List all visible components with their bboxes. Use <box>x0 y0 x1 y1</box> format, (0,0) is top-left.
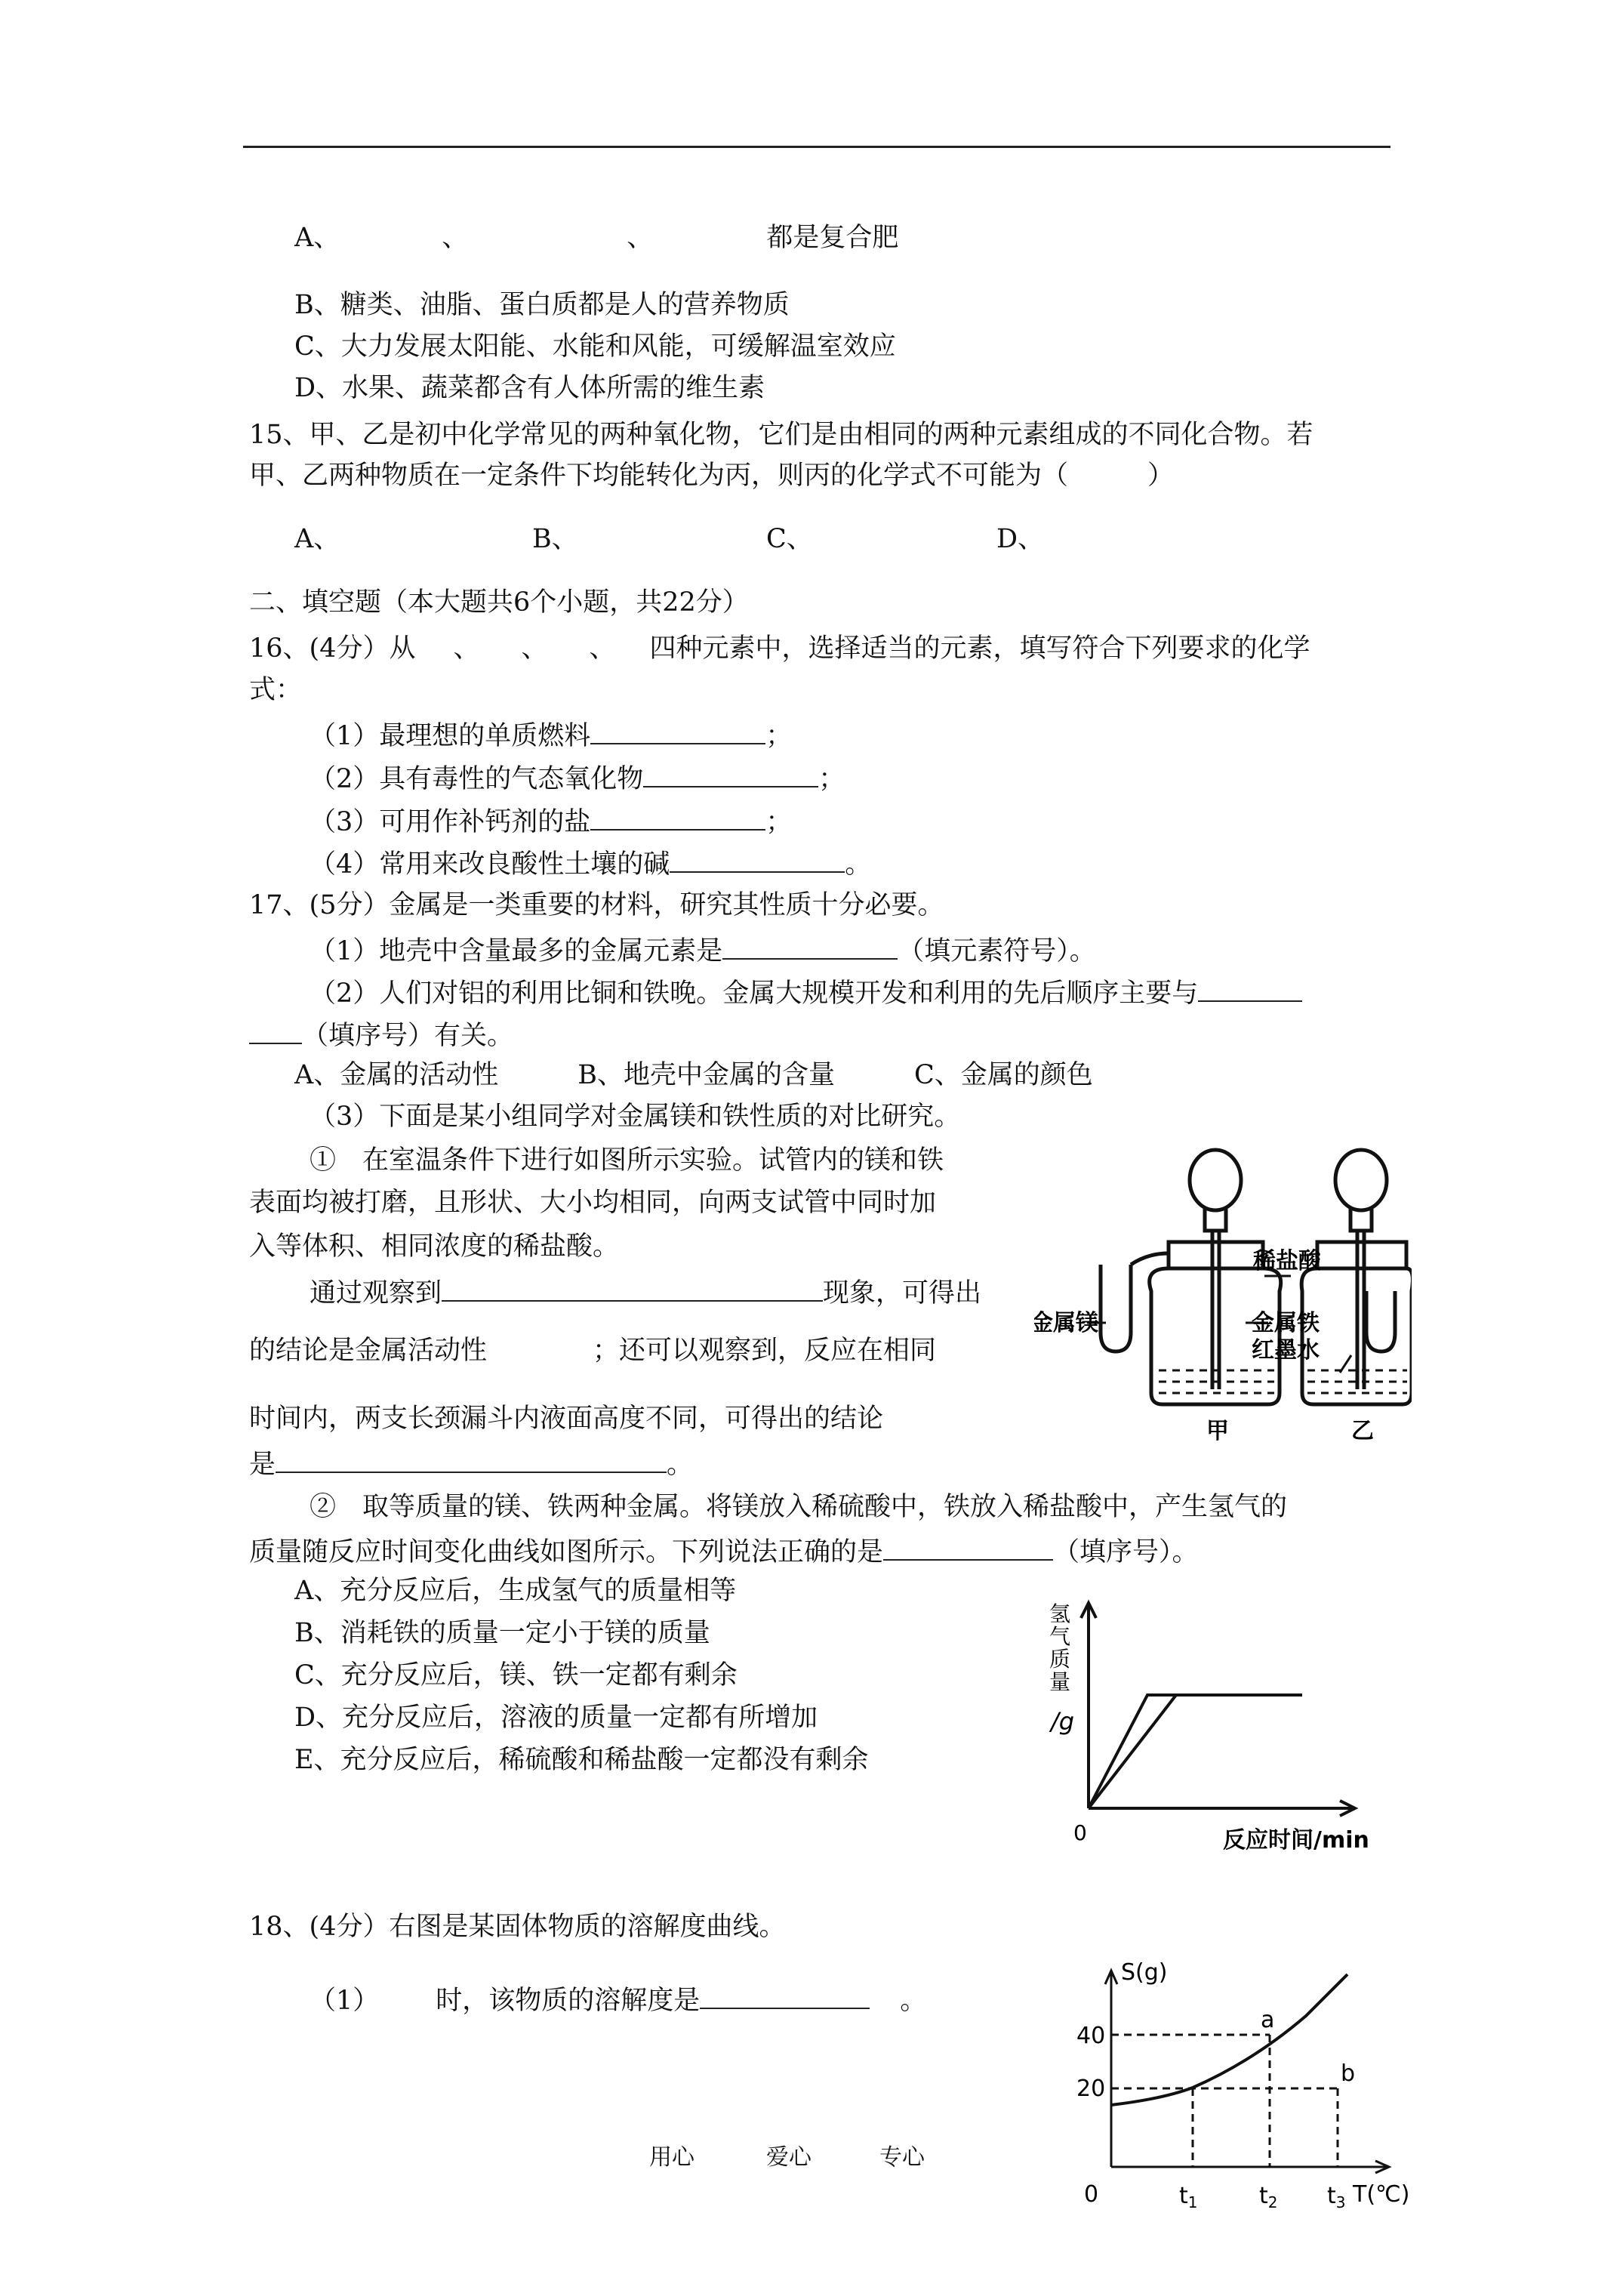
answer-blank[interactable] <box>590 717 765 744</box>
q15-option-d: D、 <box>996 524 1045 554</box>
x-tick-t1: $t_1$ <box>1179 2183 1198 2211</box>
q17-part-3: （3）下面是某小组同学对金属镁和铁性质的对比研究。 <box>310 1102 961 1132</box>
q14-option-d: D、水果、蔬菜都含有人体所需的维生素 <box>294 373 765 403</box>
label-iron: 金属铁 <box>1252 1310 1320 1336</box>
q14-option-a: A、 、 、 都是复合肥 <box>294 223 899 253</box>
q17-exp1-line-4: 通过观察到 现象，可得出 <box>310 1274 981 1309</box>
q16-item-2: （2）具有毒性的气态氧化物 ； <box>310 760 845 795</box>
apparatus-diagram <box>1034 1133 1412 1450</box>
q17-option-a: A、充分反应后，生成氢气的质量相等 <box>294 1576 737 1606</box>
point-a-label: a <box>1261 2007 1275 2033</box>
q17-part-1: （1）地壳中含量最多的金属元素是 （填元素符号）。 <box>310 932 1096 967</box>
answer-blank[interactable] <box>722 932 898 960</box>
x-tick-t3: $t_3$ <box>1327 2183 1346 2211</box>
q17-exp2-line-2: 质量随反应时间变化曲线如图所示。下列说法正确的是 （填序号）。 <box>249 1533 1199 1568</box>
answer-blank[interactable] <box>249 1017 302 1044</box>
y-axis-label: S(g) <box>1121 1959 1168 1986</box>
y-tick-20: 20 <box>1076 2076 1106 2102</box>
q17-option-e: E、充分反应后，稀硫酸和稀盐酸一定都没有剩余 <box>294 1745 869 1775</box>
x-tick-t2: $t_2$ <box>1259 2183 1278 2211</box>
q17-exp1-line-1: ① 在室温条件下进行如图所示实验。试管内的镁和铁 <box>310 1145 944 1176</box>
q15-option-c: C、 <box>766 524 813 554</box>
q17-exp1-line-7: 是 。 <box>249 1446 693 1481</box>
y-label-unit: /g <box>1051 1707 1075 1736</box>
solubility-chart-figure <box>1057 1955 1419 2212</box>
test-tube-right <box>1366 1291 1395 1351</box>
q15-line-1: 15、甲、乙是初中化学常见的两种氧化物，它们是由相同的两种元素组成的不同化合物。若 <box>249 420 1313 450</box>
point-b-label: b <box>1341 2060 1356 2087</box>
bottle-left <box>1150 1268 1281 1404</box>
hydrogen-chart <box>1034 1589 1397 1861</box>
answer-blank[interactable] <box>1198 975 1302 1002</box>
x-axis-label: T(℃) <box>1353 2181 1410 2208</box>
label-magnesium: 金属镁 <box>1034 1310 1098 1336</box>
q18-part-1: （1） 时，该物质的溶解度是 。 <box>310 1982 926 2017</box>
y-label-char: 氢 <box>1049 1601 1071 1626</box>
origin-label: 0 <box>1073 1820 1087 1845</box>
q16-item-3: （3）可用作补钙剂的盐 ； <box>310 803 792 838</box>
y-label-char: 气 <box>1049 1624 1071 1649</box>
stopper-left <box>1169 1242 1263 1268</box>
q14-option-c: C、大力发展太阳能、水能和风能，可缓解温室效应 <box>294 331 896 362</box>
q15-option-a: A、 <box>294 524 340 554</box>
y-label-char: 量 <box>1049 1669 1071 1694</box>
y-tick-40: 40 <box>1076 2023 1106 2049</box>
label-yi: 乙 <box>1351 1418 1374 1444</box>
footer-word-3: 专心 <box>879 2144 925 2171</box>
q16-line-2: 式： <box>249 675 303 705</box>
test-tube-left <box>1101 1265 1131 1351</box>
q14-option-b: B、糖类、油脂、蛋白质都是人的营养物质 <box>294 290 790 320</box>
q16-item-1: （1）最理想的单质燃料 ； <box>310 717 792 752</box>
q17-option-c: C、充分反应后，镁、铁一定都有剩余 <box>294 1660 738 1690</box>
funnel-bulb-left <box>1190 1150 1241 1210</box>
q16-item-4: （4）常用来改良酸性土壤的碱 。 <box>310 846 871 880</box>
q15-option-b: B、 <box>532 524 578 554</box>
curve-magnesium <box>1089 1695 1302 1808</box>
footer-word-1: 用心 <box>649 2144 694 2171</box>
q17-part-2: （2）人们对铝的利用比铜和铁晚。金属大规模开发和利用的先后顺序主要与 <box>310 975 1302 1009</box>
footer-word-2: 爱心 <box>766 2144 812 2171</box>
x-axis-label: 反应时间/min <box>1223 1827 1369 1854</box>
q17-part-2-cont: （填序号）有关。 <box>249 1017 513 1052</box>
q17-option-b: B、消耗铁的质量一定小于镁的质量 <box>294 1618 710 1648</box>
answer-blank[interactable] <box>670 846 845 873</box>
q15-line-2: 甲、乙两种物质在一定条件下均能转化为丙，则丙的化学式不可能为（ ） <box>249 461 1175 491</box>
label-red-ink: 红墨水 <box>1252 1337 1320 1364</box>
label-jia: 甲 <box>1206 1418 1229 1444</box>
answer-blank[interactable] <box>590 803 765 831</box>
q16-line-1: 16、(4分）从 、 、 、 四种元素中，选择适当的元素，填写符合下列要求的化学 <box>249 633 1310 664</box>
stopper-right <box>1317 1242 1406 1268</box>
q18-line-1: 18、(4分）右图是某固体物质的溶解度曲线。 <box>249 1912 786 1942</box>
q17-line-1: 17、(5分）金属是一类重要的材料，研究其性质十分必要。 <box>249 890 944 920</box>
q17-options: A、金属的活动性 B、地壳中金属的含量 C、金属的颜色 <box>294 1060 1093 1090</box>
q17-option-d: D、充分反应后，溶液的质量一定都有所增加 <box>294 1703 818 1733</box>
answer-blank[interactable] <box>276 1446 667 1473</box>
q17-exp1-line-5: 的结论是金属活动性 ；还可以观察到，反应在相同 <box>249 1336 937 1366</box>
answer-blank[interactable] <box>883 1533 1053 1561</box>
section-heading: 二、填空题（本大题共6个小题，共22分） <box>249 587 749 618</box>
solubility-curve <box>1111 1974 1347 2105</box>
label-dilute-hcl: 稀盐酸 <box>1253 1248 1321 1274</box>
answer-blank[interactable] <box>442 1274 823 1302</box>
funnel-bulb-right <box>1335 1150 1387 1210</box>
q17-exp1-line-2: 表面均被打磨，且形状、大小均相同，向两支试管中同时加 <box>249 1188 937 1218</box>
y-label-char: 质 <box>1049 1647 1071 1672</box>
hydrogen-chart-figure <box>1034 1589 1397 1861</box>
origin-label: 0 <box>1084 2181 1099 2208</box>
q17-exp1-line-3: 入等体积、相同浓度的稀盐酸。 <box>249 1231 620 1262</box>
solubility-chart <box>1057 1955 1419 2212</box>
header-rule <box>243 146 1390 148</box>
q17-exp1-line-6: 时间内，两支长颈漏斗内液面高度不同，可得出的结论 <box>249 1404 884 1434</box>
q17-exp2-line-1: ② 取等质量的镁、铁两种金属。将镁放入稀硫酸中，铁放入稀盐酸中，产生氢气的 <box>310 1492 1288 1522</box>
curve-iron <box>1089 1695 1176 1808</box>
answer-blank[interactable] <box>643 760 818 787</box>
apparatus-figure <box>1034 1133 1412 1450</box>
answer-blank[interactable] <box>700 1982 870 2009</box>
